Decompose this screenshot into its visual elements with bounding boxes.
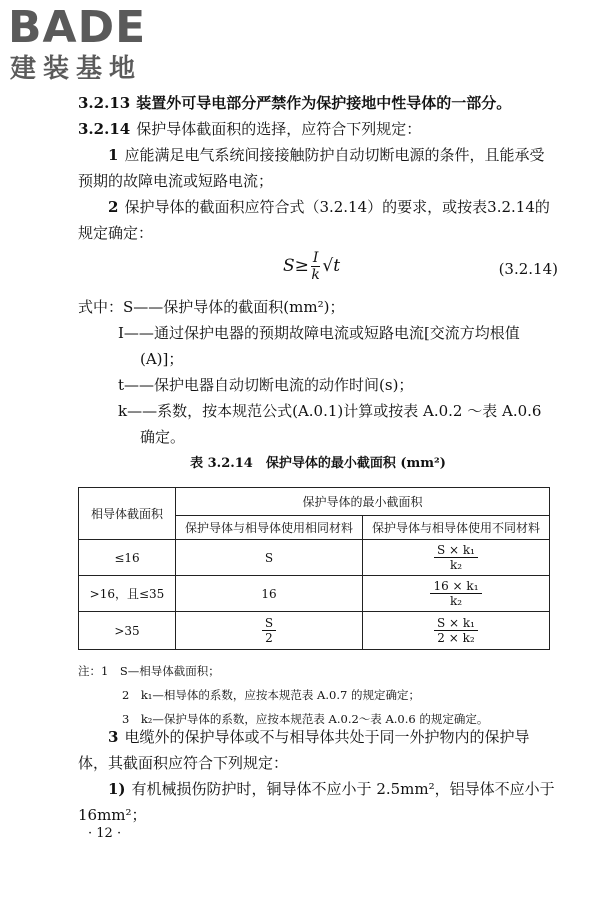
cell-phase: >35 [79, 612, 176, 650]
note-3: 3 k₂—保护导体的系数，应按本规范表 A.0.2～表 A.0.6 的规定确定。 [122, 712, 489, 726]
cell-same-numerator: S [262, 616, 276, 631]
clause-3-2-14 [78, 116, 558, 142]
note-1 [78, 659, 558, 683]
item-text: 有机械损伤防护时，铜导体不应小于 2.5mm²，铝导体不应小于 16mm²； [78, 780, 555, 824]
document-tail [78, 724, 558, 828]
definition-s [78, 294, 558, 320]
table-header-row [79, 488, 550, 516]
cell-diff [363, 576, 550, 612]
cell-diff-denominator: k₂ [449, 594, 463, 608]
definition-text: 系数，按本规范公式(A.0.1)计算或按表 A.0.2 ～表 A.0.6 确定。 [140, 402, 542, 446]
cell-same: 16 [176, 576, 363, 612]
cell-diff-denominator: 2 × k₂ [437, 631, 475, 645]
logo-text-cn: 建装基地 [10, 54, 143, 84]
definition-k [78, 398, 558, 450]
item-text: 电缆外的保护导体或不与相导体共处于同一外护物内的保护导体，其截面积应符合下列规定： [78, 728, 530, 772]
logo-text-en: BADE [8, 2, 147, 53]
cell-same: S [176, 540, 363, 576]
definition-text: 保护导体的截面积(mm²)； [163, 298, 345, 316]
clause-3-2-13 [78, 90, 558, 116]
definition-symbol: k—— [118, 402, 158, 420]
item-number: 3 [108, 728, 119, 746]
item-text: 保护导体的截面积应符合式（3.2.14）的要求，或按表3.2.14的规定确定： [78, 198, 550, 242]
table-notes [78, 659, 558, 731]
header-same-material: 保护导体与相导体使用相同材料 [176, 516, 363, 540]
formula-number: (3.2.14) [498, 260, 558, 278]
cell-same-denominator: 2 [265, 631, 273, 645]
min-cross-section-table [78, 487, 550, 650]
definition-symbol: t—— [118, 376, 155, 394]
header-phase: 相导体截面积 [79, 488, 176, 540]
formula-expression [283, 250, 340, 283]
clause-text: 保护导体截面积的选择，应符合下列规定： [136, 120, 422, 138]
definition-symbol: I—— [118, 324, 154, 342]
symbol-definitions [78, 294, 558, 450]
cell-diff [363, 612, 550, 650]
item-number: 1 [108, 146, 119, 164]
document-body [78, 90, 558, 480]
formula-fraction [311, 250, 321, 283]
cell-diff-numerator: 16 × k₁ [430, 579, 481, 594]
item-3 [78, 724, 558, 776]
clause-text: 装置外可导电部分严禁作为保护接地中性导体的一部分。 [136, 94, 512, 112]
header-diff-material: 保护导体与相导体使用不同材料 [363, 516, 550, 540]
formula-denominator: k [311, 267, 320, 283]
cell-diff-numerator: S × k₁ [434, 543, 478, 558]
header-group: 保护导体的最小截面积 [176, 488, 550, 516]
table-row [79, 576, 550, 612]
page-number: · 12 · [88, 826, 122, 841]
item-1 [78, 142, 558, 194]
cell-same [176, 612, 363, 650]
note-head: 注：1 [78, 664, 109, 678]
cell-phase: ≤16 [79, 540, 176, 576]
definition-t [78, 372, 558, 398]
item-text: 应能满足电气系统间接接触防护自动切断电源的条件，且能承受预期的故障电流或短路电流； [78, 146, 545, 190]
formula-lhs: S≥ [283, 256, 309, 276]
table-caption: 表 3.2.14 保护导体的最小截面积 (mm²) [190, 456, 446, 471]
clause-number: 3.2.14 [78, 120, 131, 138]
definition-text: 保护电器自动切断电流的动作时间(s)； [154, 376, 414, 394]
formula-numerator: I [312, 250, 319, 266]
formula-root: √t [322, 256, 341, 276]
clause-number: 3.2.13 [78, 94, 131, 112]
logo [8, 4, 178, 86]
definition-symbol: 式中：S—— [78, 298, 164, 316]
formula-3-2-14 [78, 246, 558, 294]
cell-diff [363, 540, 550, 576]
definition-i [78, 320, 558, 372]
item-number: 2 [108, 198, 119, 216]
item-number: 1) [108, 780, 126, 798]
table-row [79, 612, 550, 650]
cell-phase: >16，且≤35 [79, 576, 176, 612]
cell-diff-numerator: S × k₁ [434, 616, 478, 631]
note-2: 2 k₁—相导体的系数，应按本规范表 A.0.7 的规定确定； [122, 688, 420, 702]
definition-text: 通过保护电器的预期故障电流或短路电流[交流方均根值(A)]； [140, 324, 520, 368]
cell-diff-denominator: k₂ [449, 558, 463, 572]
item-3-1 [78, 776, 558, 828]
note-text: S—相导体截面积； [119, 664, 220, 678]
table-row [79, 540, 550, 576]
item-2 [78, 194, 558, 246]
